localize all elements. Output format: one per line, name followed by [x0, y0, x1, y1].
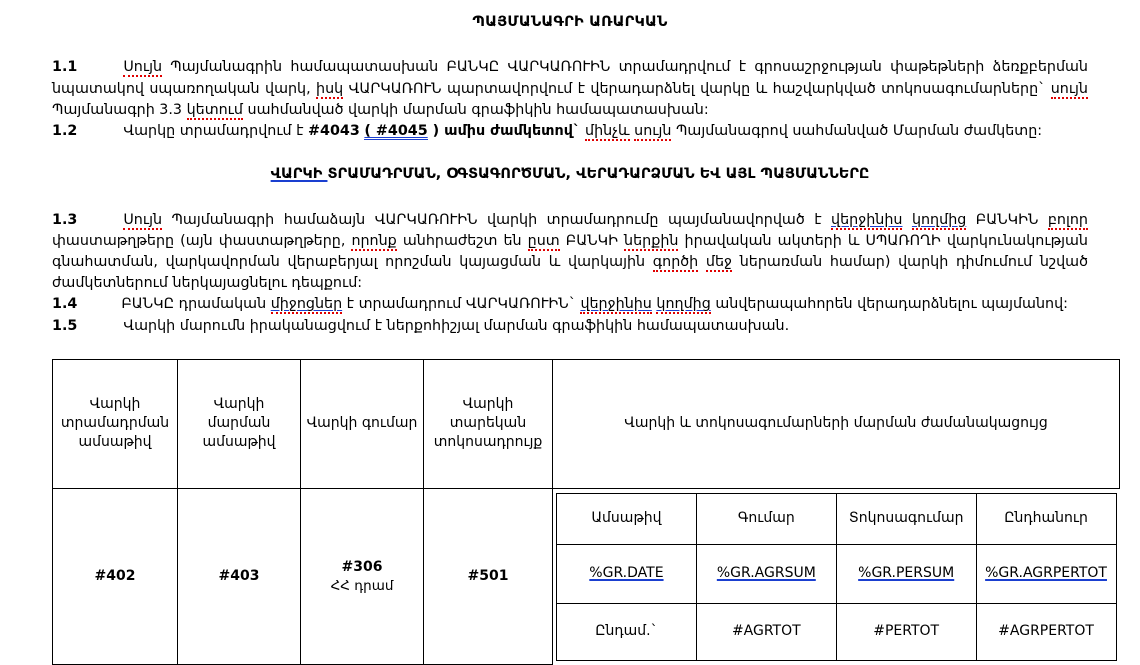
clause-1-4-seg-2[interactable]: միջոցներ — [270, 296, 343, 313]
section-heading-link-part[interactable]: ՎԱՐԿԻ — [270, 166, 328, 183]
col-header-loan-date: Վարկի տրամադրման ամսաթիվ — [53, 359, 178, 488]
clause-1-5 — [52, 316, 1088, 337]
table-header-row — [53, 359, 1120, 488]
schedule-cell-total-label: Ընդամ.` — [557, 603, 697, 660]
schedule-row-totals — [557, 603, 1117, 660]
clause-1-4-text — [52, 294, 1088, 315]
clause-1-3-seg-10: անհրաժեշտ են — [396, 232, 528, 249]
clause-1-3 — [52, 210, 1088, 295]
schedule-cell-total-total[interactable]: #AGRPERTOT — [976, 603, 1116, 660]
clause-1-3-seg-11: ըստ — [527, 232, 560, 249]
clause-1-5-number: 1.5 — [52, 317, 78, 334]
clause-1-3-text — [52, 210, 1088, 295]
clause-1-2-seg-3: մինչև — [585, 123, 630, 139]
clause-1-4-number: 1.4 — [52, 296, 78, 313]
col-header-schedule: Վարկի և տոկոսագումարների մարման ժամանակացույց — [553, 359, 1120, 488]
cell-schedule — [553, 488, 1120, 665]
clause-1-2-seg-2: ) ամիս ժամկետով` — [427, 123, 586, 139]
clause-1-5-seg-1: Վարկի մարումն իրականացվում է ներքոհիշյալ մարման գրաֆիկին համապատասխան. — [123, 317, 790, 334]
schedule-cell-interest[interactable] — [836, 544, 976, 603]
section-heading — [52, 166, 1088, 183]
clause-1-2-seg-6: Պայմանագրով սահմանված Մարման ժամկետը: — [671, 123, 1043, 139]
clause-1-3-seg-2: Պայմանագրի համաձայն ՎԱՐԿԱՌՈՒԻՆ վարկի տրամադրումը պայմանավորված է — [162, 211, 832, 228]
section-heading-rest: ՏՐԱՄԱԴՐՄԱՆ, ՕԳՏԱԳՈՐԾՄԱՆ, ՎԵՐԱԴԱՐՁՄԱՆ ԵՎ ԱՅԼ ՊԱՅՄԱՆՆԵՐԸ — [327, 166, 870, 183]
clause-1-3-seg-9: որոնք — [351, 232, 397, 249]
schedule-header-row — [557, 493, 1117, 544]
clause-1-2-seg-1: Վարկը տրամադրվում է — [123, 123, 309, 139]
schedule-cell-total-interest[interactable]: #PERTOT — [836, 603, 976, 660]
clause-1-3-seg-3[interactable]: վերջինիս — [831, 211, 903, 228]
clause-1-4-seg-6[interactable]: կողմից — [656, 296, 711, 313]
clause-1-2-text — [52, 121, 1088, 142]
schedule-col-header-amount: Գումար — [696, 493, 836, 544]
cell-amount[interactable] — [301, 488, 424, 665]
cell-amount-value: #306 — [341, 558, 383, 575]
schedule-row-fields — [557, 544, 1117, 603]
clause-1-3-seg-12: ԲԱՆԿԻ — [559, 232, 625, 249]
clause-1-1-seg-8: սահմանված վարկի մարման գրաֆիկին համապատասխան: — [242, 101, 709, 118]
clause-1-3-seg-8: փաստաթղթերը (այն փաստաթղթերը, — [52, 232, 352, 249]
clause-1-1-seg-5: սույն — [1050, 80, 1088, 97]
schedule-cell-total-amount[interactable]: #AGRTOT — [696, 603, 836, 660]
field-gr-agrsum: %GR.AGRSUM — [716, 565, 816, 582]
clause-1-1 — [52, 57, 1088, 121]
cell-repay-date[interactable]: #403 — [178, 488, 301, 665]
field-loan-term-alt[interactable]: ( #4045 — [364, 123, 428, 139]
loan-schedule-table-wrapper — [52, 359, 1107, 665]
clause-1-3-seg-16 — [698, 254, 706, 270]
clause-1-3-seg-15: գործի — [652, 254, 699, 270]
clause-1-3-seg-6: ԲԱՆԿԻՆ — [966, 211, 1048, 228]
clause-1-4-seg-7: անվերապահորեն վերադարձնելու պայմանով: — [710, 296, 1068, 313]
clause-1-1-seg-1: Սույն — [123, 59, 163, 76]
clause-1-1-seg-6: Պայմանագրի 3.3 — [52, 101, 187, 118]
clause-1-3-seg-7: բոլոր — [1047, 211, 1088, 228]
field-gr-persum: %GR.PERSUM — [858, 565, 955, 582]
schedule-cell-total[interactable] — [976, 544, 1116, 603]
clause-1-3-seg-1: Սույն — [123, 211, 163, 228]
clause-1-1-seg-2: Պայմանագրին համապատասխան ԲԱՆԿԸ ՎԱՐԿԱՌՈՒԻՆ տրամադրվում է գրոսաշրջության փաթեթների ձեռքբերման նպատակով սպառողական վարկ, — [52, 59, 1088, 97]
loan-schedule-table — [52, 359, 1120, 665]
clause-1-1-seg-3: իսկ — [316, 80, 344, 97]
cell-loan-date[interactable]: #402 — [53, 488, 178, 665]
schedule-cell-date[interactable] — [557, 544, 697, 603]
cell-rate[interactable]: #501 — [424, 488, 553, 665]
field-loan-term-months[interactable]: #4043 — [308, 123, 360, 139]
clause-1-1-seg-7: կետում — [186, 101, 243, 118]
col-header-rate: Վարկի տարեկան տոկոսադրույք — [424, 359, 553, 488]
schedule-col-header-interest: Տոկոսագումար — [836, 493, 976, 544]
schedule-subtable — [556, 493, 1117, 661]
clause-1-3-seg-5[interactable]: կողմից — [911, 211, 967, 228]
page-title: ՊԱՅՄԱՆԱԳՐԻ ԱՌԱՐԿԱՆ — [472, 14, 668, 30]
schedule-col-header-total: Ընդհանուր — [976, 493, 1116, 544]
col-header-repay-date: Վարկի մարման ամսաթիվ — [178, 359, 301, 488]
clause-1-5-text — [52, 316, 1088, 337]
table-row — [53, 488, 1120, 665]
clause-1-1-number: 1.1 — [52, 59, 78, 76]
clause-1-1-text — [52, 57, 1088, 121]
field-gr-agrpertot: %GR.AGRPERTOT — [985, 565, 1107, 582]
clause-1-3-number: 1.3 — [52, 211, 78, 228]
clause-1-2-number: 1.2 — [52, 123, 78, 139]
clause-1-3-seg-14: իրավական ակտերի և ՍՊԱՌՈՂԻ վարկունակության գնահատման, վարկավորման վերաբերյալ որոշման կայացման և վարկային — [52, 232, 1088, 270]
clause-1-2-seg-5: սույն — [634, 123, 672, 139]
clause-1-4 — [52, 294, 1088, 315]
clause-1-2 — [52, 121, 1088, 142]
col-header-amount: Վարկի գումար — [301, 359, 424, 488]
clause-1-3-seg-18: ներառման համար) վարկի դիմումում նշված ժամկետներում ներկայացնելու դեպքում: — [52, 254, 1088, 292]
clause-1-1-seg-4: ՎԱՐԿԱՌՈՒՆ պարտավորվում է վերադարձնել վարկը և հաշվարկված տոկոսագումարները` — [343, 80, 1051, 97]
schedule-cell-amount[interactable] — [696, 544, 836, 603]
clause-1-3-seg-13: ներքին — [624, 232, 679, 249]
clause-1-3-seg-4 — [902, 212, 911, 228]
cell-amount-currency: ՀՀ դրամ — [330, 577, 394, 594]
clause-1-4-seg-4[interactable]: վերջինիս — [580, 296, 652, 313]
clause-1-4-seg-3: է տրամադրում ՎԱՐԿԱՌՈՒԻՆ` — [342, 296, 581, 313]
schedule-col-header-date: Ամսաթիվ — [557, 493, 697, 544]
clause-1-3-seg-17: մեջ — [705, 254, 733, 270]
clause-1-4-seg-1: ԲԱՆԿԸ դրամական — [121, 296, 271, 313]
field-gr-date: %GR.DATE — [589, 565, 664, 582]
